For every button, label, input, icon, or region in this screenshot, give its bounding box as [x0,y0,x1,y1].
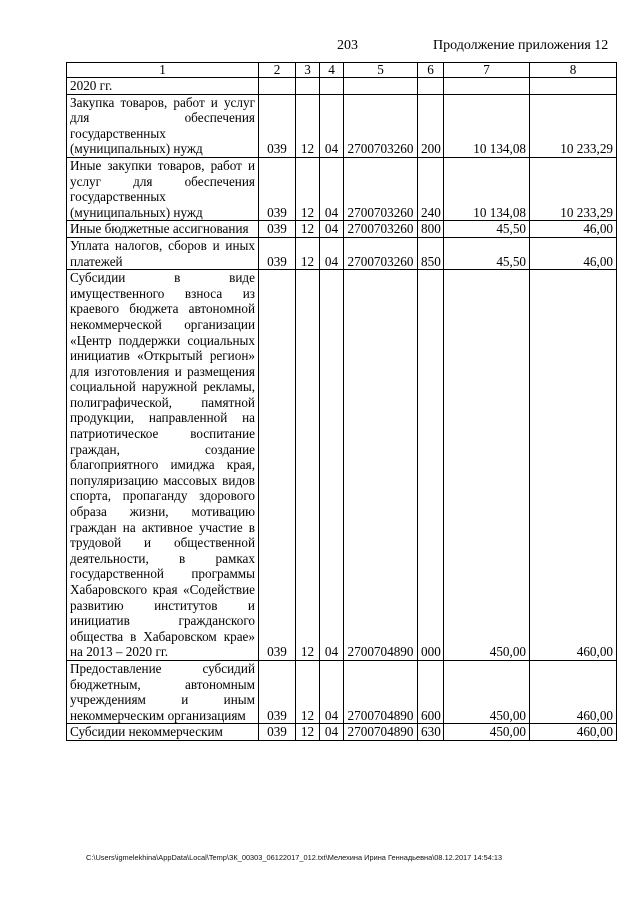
column-header: 1 [67,63,259,78]
cell-subsection: 04 [320,724,344,741]
cell-amount-year1: 10 134,08 [444,94,530,157]
table-row [67,78,617,95]
cell-subsection: 04 [320,270,344,661]
cell-section: 12 [296,660,320,723]
cell-target-article: 2700703260 [344,94,418,157]
cell-target-article: 2700703260 [344,157,418,220]
cell-subsection: 04 [320,157,344,220]
cell-amount-year2: 460,00 [530,724,617,741]
cell-amount-year1: 450,00 [444,724,530,741]
column-header: 6 [418,63,444,78]
table-row [67,237,617,269]
cell-amount-year2 [530,78,617,95]
budget-table [66,62,617,741]
cell-ministry-code: 039 [259,221,296,238]
cell-section: 12 [296,94,320,157]
cell-expense-type [418,78,444,95]
cell-amount-year2: 46,00 [530,237,617,269]
row-description: Предоставление субсидий бюджетным, автономным учреждениям и иным некоммерческим организациям [67,660,259,723]
row-description: 2020 гг. [67,78,259,95]
row-description: Субсидии некоммерческим [67,724,259,741]
cell-expense-type: 800 [418,221,444,238]
cell-ministry-code: 039 [259,724,296,741]
cell-amount-year2: 10 233,29 [530,94,617,157]
cell-ministry-code: 039 [259,237,296,269]
page-number: 203 [337,38,358,53]
cell-expense-type: 600 [418,660,444,723]
cell-amount-year1: 45,50 [444,221,530,238]
cell-amount-year1: 45,50 [444,237,530,269]
column-header: 5 [344,63,418,78]
table-row [67,94,617,157]
column-header: 2 [259,63,296,78]
cell-target-article: 2700704890 [344,270,418,661]
cell-subsection: 04 [320,660,344,723]
cell-target-article: 2700704890 [344,660,418,723]
cell-section: 12 [296,221,320,238]
cell-section: 12 [296,270,320,661]
table-row [67,221,617,238]
column-header: 8 [530,63,617,78]
cell-target-article: 2700703260 [344,237,418,269]
cell-target-article: 2700703260 [344,221,418,238]
cell-subsection: 04 [320,237,344,269]
row-description: Закупка товаров, работ и услуг для обеспечения государственных (муниципальных) нужд [67,94,259,157]
cell-target-article: 2700704890 [344,724,418,741]
row-description: Субсидии в виде имущественного взноса из краевого бюджета автономной некоммерческой организации «Центр поддержки социальных инициатив «Открытый регион» для изготовления и размещения социальной наружной рекламы, полиграфической, памятной продукции, направленной на патриотическое воспитание граждан, создание благоприятного имиджа края, популяризацию массовых видов спорта, пропаганду здорового образа жизни, мотивацию граждан на активное участие в трудовой и общественной деятельности, в рамках государственной программы Хабаровского края «Содействие развитию институтов и инициатив гражданского общества в Хабаровском крае» на 2013 – 2020 гг. [67,270,259,661]
cell-amount-year2: 46,00 [530,221,617,238]
cell-ministry-code: 039 [259,660,296,723]
cell-ministry-code [259,78,296,95]
cell-ministry-code: 039 [259,270,296,661]
row-description: Уплата налогов, сборов и иных платежей [67,237,259,269]
cell-section: 12 [296,237,320,269]
column-header: 3 [296,63,320,78]
table-header-row [67,63,617,78]
cell-amount-year2: 460,00 [530,660,617,723]
cell-expense-type: 630 [418,724,444,741]
table-row [67,157,617,220]
cell-amount-year1: 10 134,08 [444,157,530,220]
cell-expense-type: 850 [418,237,444,269]
cell-section: 12 [296,157,320,220]
cell-expense-type: 240 [418,157,444,220]
cell-amount-year1: 450,00 [444,660,530,723]
cell-expense-type: 200 [418,94,444,157]
row-description: Иные бюджетные ассигнования [67,221,259,238]
cell-section: 12 [296,724,320,741]
cell-amount-year2: 460,00 [530,270,617,661]
continuation-label: Продолжение приложения 12 [433,38,609,53]
cell-amount-year2: 10 233,29 [530,157,617,220]
row-description: Иные закупки товаров, работ и услуг для обеспечения государственных (муниципальных) нужд [67,157,259,220]
table-row [67,660,617,723]
table-row [67,270,617,661]
cell-amount-year1 [444,78,530,95]
cell-subsection: 04 [320,94,344,157]
cell-amount-year1: 450,00 [444,270,530,661]
cell-ministry-code: 039 [259,94,296,157]
cell-ministry-code: 039 [259,157,296,220]
cell-subsection [320,78,344,95]
cell-section [296,78,320,95]
cell-subsection: 04 [320,221,344,238]
table-row [67,724,617,741]
footer-file-path: C:\Users\igmelekhina\AppData\Local\Temp\ЗК_00303_06122017_012.txt\Мелехина Ирина Геннадьевна\08.12.2017 14:54:13 [86,853,503,862]
column-header: 7 [444,63,530,78]
column-header: 4 [320,63,344,78]
cell-expense-type: 000 [418,270,444,661]
cell-target-article [344,78,418,95]
